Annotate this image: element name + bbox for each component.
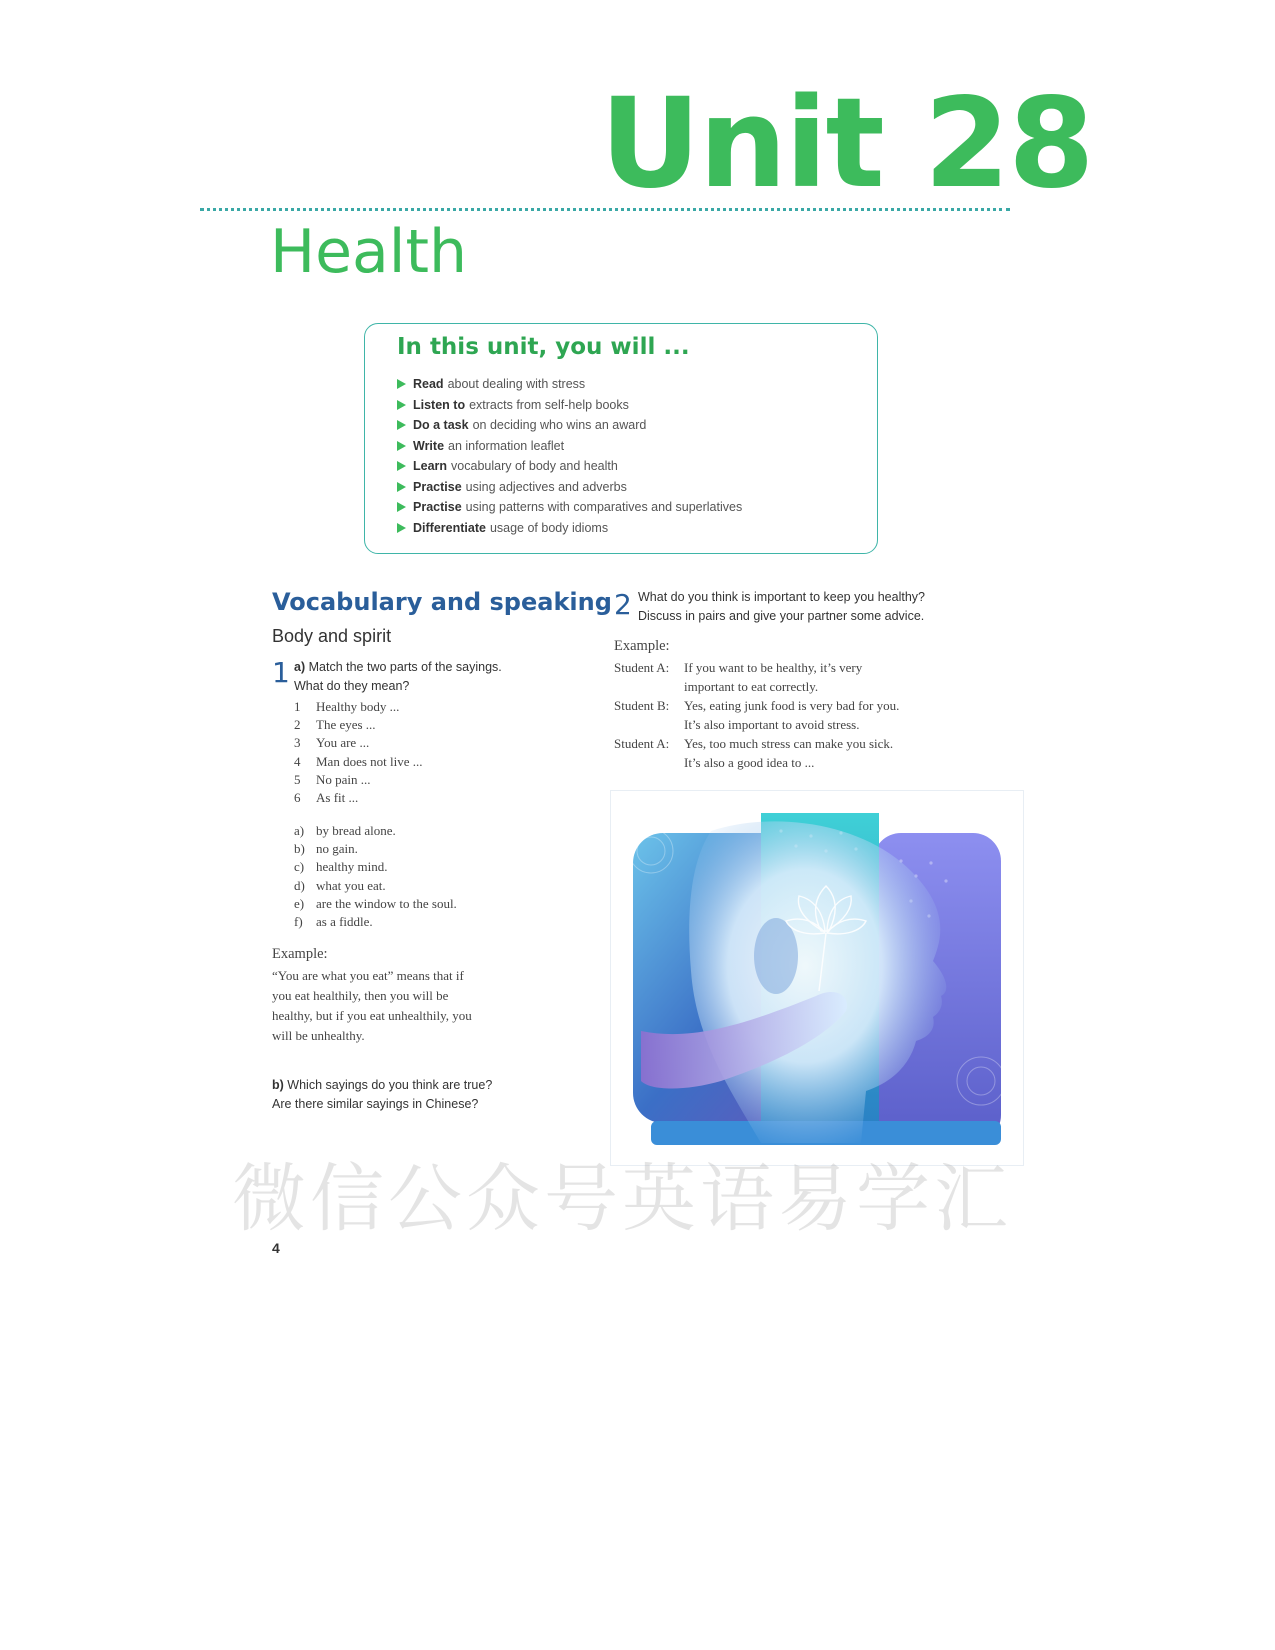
triangle-bullet-icon [397,441,406,451]
item-text: as a fiddle. [316,913,373,929]
item-number: 5 [294,771,301,787]
item-text: As fit ... [316,789,359,805]
speaker-label: Student A: [614,736,670,751]
item-text: No pain ... [316,771,371,787]
sayings-second-halves [294,823,457,932]
objective-text: vocabulary of body and health [451,459,618,474]
list-item [294,790,423,808]
list-item [294,772,423,790]
item-text: are the window to the soul. [316,895,457,911]
dialog-line: If you want to be healthy, it’s very [684,660,863,675]
objective-item [397,415,742,436]
part-a-label: a) [294,660,306,674]
triangle-bullet-icon [397,523,406,533]
exercise-2-instruction [638,588,925,626]
item-number: 2 [294,717,301,733]
objective-verb: Read [413,377,444,392]
part-b-label: b) [272,1078,284,1092]
example-line: healthy, but if you eat unhealthily, you [272,1008,472,1023]
objective-verb: Differentiate [413,520,486,535]
objective-item [397,395,742,416]
exercise-2-line: Discuss in pairs and give your partner some advice. [638,609,925,623]
exercise-1a-instruction [294,658,502,696]
exercise-1-number: 1 [272,656,290,689]
triangle-bullet-icon [397,400,406,410]
objective-text: using patterns with comparatives and superlatives [465,500,743,515]
item-text: no gain. [316,841,358,857]
item-letter: b) [294,841,305,857]
objective-text: extracts from self-help books [469,397,629,412]
dialog-line: Yes, too much stress can make you sick. [684,736,894,751]
speaker-label: Student B: [614,698,670,713]
objective-verb: Do a task [413,418,469,433]
objective-item [397,456,742,477]
health-illustration-frame [610,790,1024,1166]
objective-item [397,374,742,395]
objectives-list [397,374,742,538]
head-profile-illustration [611,791,1023,1165]
item-number: 3 [294,735,301,751]
objectives-box [364,323,878,554]
list-item [294,841,457,859]
dialog-line: It’s also a good idea to ... [684,755,815,770]
objective-verb: Practise [413,500,462,515]
list-item [294,914,457,932]
item-letter: a) [294,823,305,838]
item-letter: d) [294,877,305,893]
exercise-1-example-text [272,966,522,1046]
dialog-line: It’s also important to avoid stress. [684,717,860,732]
list-item [294,878,457,896]
part-b-text-2: Are there similar sayings in Chinese? [272,1097,479,1111]
section-title: Vocabulary and speaking [272,588,612,616]
objective-item [397,436,742,457]
speaker-label: Student A: [614,660,670,675]
list-item [294,859,457,877]
triangle-bullet-icon [397,502,406,512]
item-text: healthy mind. [316,859,388,875]
item-number: 1 [294,699,301,714]
objective-item [397,518,742,539]
exercise-2-example-label: Example: [614,638,670,654]
objective-text: about dealing with stress [447,377,586,392]
triangle-bullet-icon [397,420,406,430]
list-item [294,699,423,717]
triangle-bullet-icon [397,482,406,492]
item-number: 4 [294,753,301,769]
example-line: “You are what you eat” means that if [272,968,464,983]
list-item [294,896,457,914]
dialog-line: Yes, eating junk food is very bad for you. [684,698,900,713]
example-dialog [614,658,899,772]
dialog-turn [614,734,899,772]
item-letter: c) [294,859,305,875]
item-text: The eyes ... [316,717,376,733]
objective-item [397,497,742,518]
item-text: Healthy body ... [316,699,400,714]
triangle-bullet-icon [397,379,406,389]
dialog-turn [614,658,899,696]
exercise-2-number: 2 [614,588,632,621]
item-text: You are ... [316,735,370,751]
dialog-line: important to eat correctly. [684,679,819,694]
objective-text: on deciding who wins an award [472,418,647,433]
dotted-divider [200,208,1010,211]
item-text: what you eat. [316,877,386,893]
list-item [294,754,423,772]
page-number: 4 [272,1240,280,1256]
part-a-text-2: What do they mean? [294,679,410,693]
exercise-1b-instruction [272,1076,492,1114]
dialog-turn [614,696,899,734]
item-letter: f) [294,913,303,929]
triangle-bullet-icon [397,461,406,471]
objective-text: usage of body idioms [489,520,609,535]
objective-verb: Learn [413,459,448,474]
objectives-title: In this unit, you will ... [397,334,690,360]
sayings-first-halves [294,699,423,808]
subject-title: Health [270,217,468,287]
objective-verb: Write [413,438,445,453]
example-line: you eat healthily, then you will be [272,988,449,1003]
item-number: 6 [294,789,301,805]
item-text: Man does not live ... [316,753,423,769]
watermark: 微信公众号英语易学汇 [232,1156,1012,1242]
part-b-text: Which sayings do you think are true? [287,1078,493,1092]
example-line: will be unhealthy. [272,1028,365,1043]
objective-item [397,477,742,498]
exercise-2-line: What do you think is important to keep you healthy? [638,590,925,604]
list-item [294,717,423,735]
item-text: by bread alone. [316,823,396,838]
part-a-text: Match the two parts of the sayings. [308,660,502,674]
list-item [294,735,423,753]
exercise-1-example-label: Example: [272,946,328,962]
objective-text: an information leaflet [448,438,565,453]
unit-title: Unit 28 [600,72,1093,216]
list-item [294,823,457,841]
objective-text: using adjectives and adverbs [465,479,627,494]
objective-verb: Practise [413,479,462,494]
objective-verb: Listen to [413,397,466,412]
section-subtitle: Body and spirit [272,626,392,646]
item-letter: e) [294,895,305,911]
